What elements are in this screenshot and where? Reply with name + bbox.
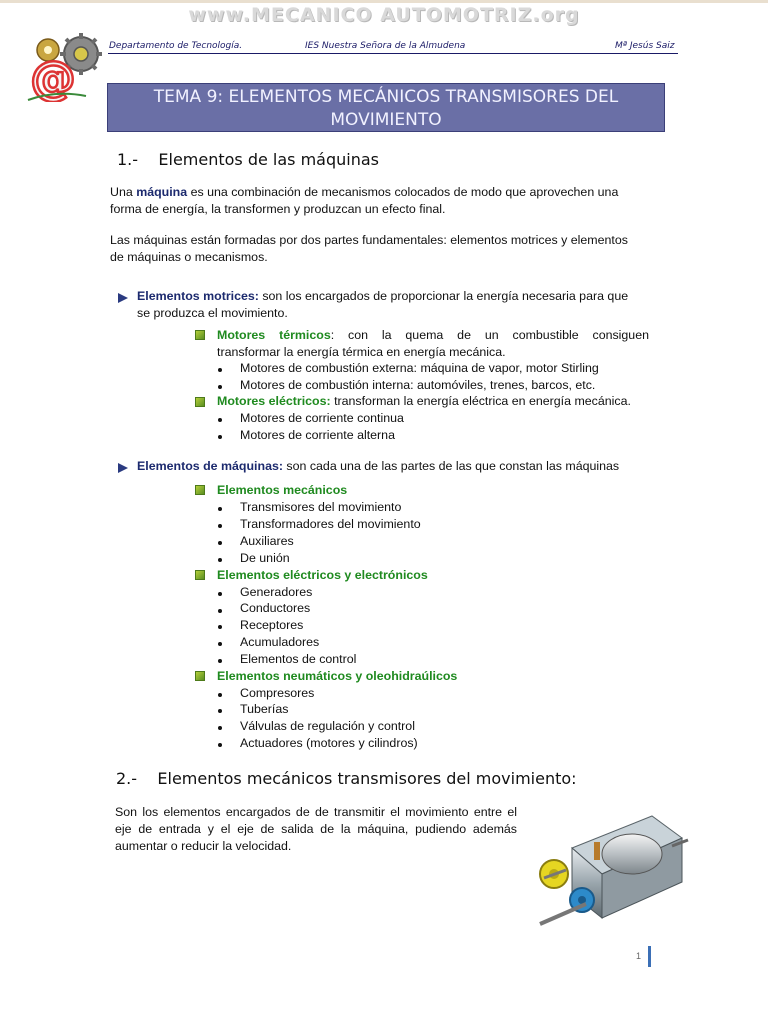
term-elementos-mecanicos: Elementos mecánicos — [217, 483, 348, 497]
electricos-text: transforman la energía eléctrica en energía mecánica. — [330, 394, 631, 408]
list-item: Motores de combustión interna: automóviles, trenes, barcos, etc. — [240, 378, 596, 392]
p1-line1: es una combinación de mecanismos colocados de modo que aprovechen una — [187, 185, 619, 199]
p2-line1: Las máquinas están formadas por dos partes fundamentales: elementos motrices y elementos — [110, 233, 628, 247]
item-elementos-motrices — [137, 288, 659, 322]
list-item: Tuberías — [240, 702, 289, 716]
term-motores-termicos: Motores térmicos — [217, 328, 331, 342]
list-item: Generadores — [240, 585, 313, 599]
bullet-square-icon — [195, 397, 205, 407]
bullet-dot-icon — [218, 609, 222, 613]
logo-at-gears-icon — [26, 30, 110, 102]
list-item: Transmisores del movimiento — [240, 500, 402, 514]
list-item: Motores de combustión externa: máquina de vapor, motor Stirling — [240, 361, 599, 375]
bullet-dot-icon — [218, 625, 222, 629]
bullet-dot-icon — [218, 693, 222, 697]
bullet-dot-icon — [218, 418, 222, 422]
term-elementos-motrices: Elementos motrices: — [137, 289, 259, 303]
list-item: Válvulas de regulación y control — [240, 719, 415, 733]
bullet-square-icon — [195, 570, 205, 580]
bullet-dot-icon — [218, 558, 222, 562]
paragraph-maquina — [110, 184, 658, 218]
p1-pre: Una — [110, 185, 137, 199]
termicos-line2: transformar la energía térmica en energía mecánica. — [217, 345, 506, 359]
watermark: www.MECANICO AUTOMOTRIZ.org — [188, 4, 580, 26]
term-elementos-neumaticos: Elementos neumáticos y oleohidraúlicos — [217, 669, 458, 683]
top-border — [0, 0, 768, 3]
maquinas-text: son cada una de las partes de las que constan las máquinas — [282, 459, 620, 473]
item-elementos-maquinas — [137, 458, 619, 475]
bullet-dot-icon — [218, 507, 222, 511]
page-title-line1: TEMA 9: ELEMENTOS MECÁNICOS TRANSMISORES DEL — [153, 87, 619, 107]
list-item: De unión — [240, 551, 290, 565]
term-elementos-maquinas: Elementos de máquinas: — [137, 459, 283, 473]
motrices-line1: son los encargados de proporcionar la energía necesaria para que — [258, 289, 629, 303]
header-school: IES Nuestra Señora de la Almudena — [305, 41, 466, 51]
bullet-arrow-icon — [118, 293, 128, 303]
paragraph-partes — [110, 232, 670, 266]
list-item: Transformadores del movimiento — [240, 517, 421, 531]
list-item: Acumuladores — [240, 635, 320, 649]
list-item: Motores de corriente alterna — [240, 428, 395, 442]
list-item: Receptores — [240, 618, 304, 632]
list-item: Actuadores (motores y cilindros) — [240, 736, 418, 750]
term-maquina: máquina — [136, 185, 188, 199]
bullet-square-icon — [195, 330, 205, 340]
p2-line2: de máquinas o mecanismos. — [110, 250, 268, 264]
header-author: Mª Jesús Saiz — [615, 41, 675, 51]
term-motores-electricos: Motores eléctricos: — [217, 394, 331, 408]
section1-heading: 1.- Elementos de las máquinas — [117, 150, 380, 169]
item-motores-electricos — [217, 393, 631, 410]
term-elementos-electricos: Elementos eléctricos y electrónicos — [217, 568, 428, 582]
bullet-dot-icon — [218, 385, 222, 389]
page-title — [107, 83, 665, 132]
bullet-dot-icon — [218, 726, 222, 730]
bullet-dot-icon — [218, 524, 222, 528]
p1-line2: forma de energía, la transformen y produzcan un efecto final. — [110, 202, 446, 216]
bullet-dot-icon — [218, 541, 222, 545]
item-motores-termicos — [217, 327, 649, 361]
header-rule — [108, 53, 678, 54]
bullet-dot-icon — [218, 642, 222, 646]
header-department: Departamento de Tecnología. — [109, 41, 243, 51]
bullet-dot-icon — [218, 709, 222, 713]
termicos-line1: : con la quema de un combustible consiguen — [330, 328, 649, 342]
page-number: 1 — [636, 951, 642, 961]
bullet-square-icon — [195, 671, 205, 681]
list-item: Motores de corriente continua — [240, 411, 404, 425]
bullet-dot-icon — [218, 659, 222, 663]
svg-text:@: @ — [30, 51, 76, 102]
list-item: Compresores — [240, 686, 315, 700]
motrices-line2: se produzca el movimiento. — [137, 306, 288, 320]
s2-line1: Son los elementos encargados de de transmitir el movimiento entre el — [115, 805, 517, 819]
s2-line2: eje de entrada y el eje de salida de la máquina, pudiendo además — [115, 822, 517, 836]
paragraph-transmisores — [115, 804, 517, 855]
s2-line3: aumentar o reducir la velocidad. — [115, 839, 292, 853]
bullet-dot-icon — [218, 368, 222, 372]
list-item: Conductores — [240, 601, 311, 615]
bullet-dot-icon — [218, 743, 222, 747]
page-title-line2: MOVIMIENTO — [330, 110, 442, 130]
section2-heading: 2.- Elementos mecánicos transmisores del movimiento: — [116, 769, 577, 788]
bullet-dot-icon — [218, 435, 222, 439]
bullet-dot-icon — [218, 592, 222, 596]
page-marker — [648, 946, 651, 967]
bullet-square-icon — [195, 485, 205, 495]
list-item: Auxiliares — [240, 534, 294, 548]
motor-gear-illustration — [532, 808, 692, 936]
list-item: Elementos de control — [240, 652, 357, 666]
bullet-arrow-icon — [118, 463, 128, 473]
